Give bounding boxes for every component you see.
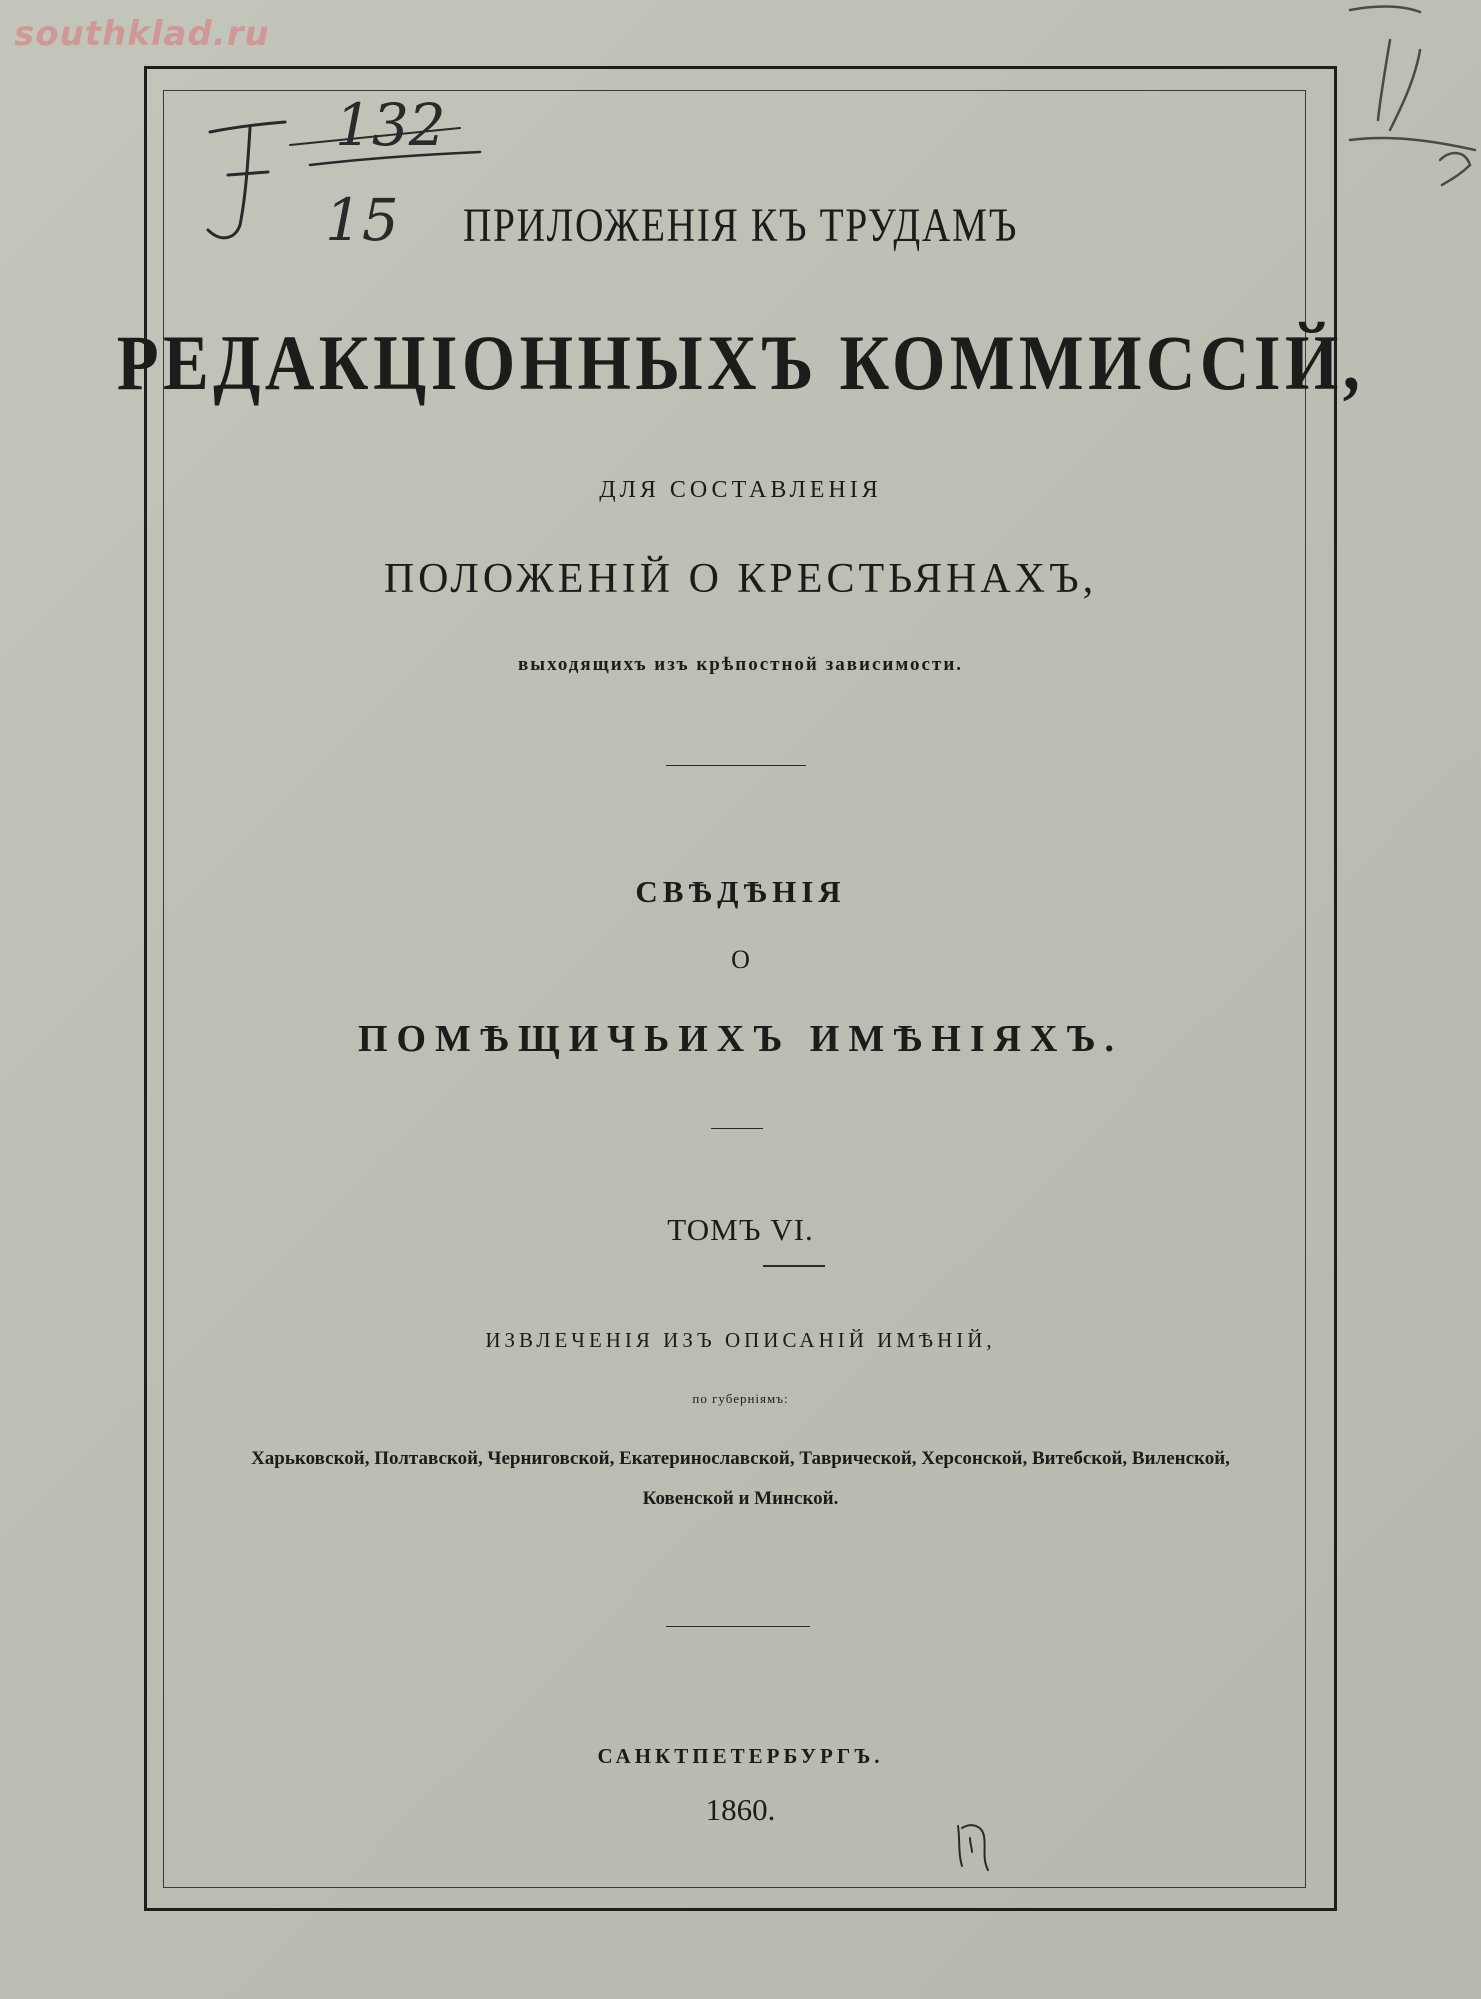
title-line-3: ДЛЯ СОСТАВЛЕНІЯ — [599, 477, 882, 503]
watermark: southklad.ru — [14, 14, 270, 54]
volume-label: ТОМЪ VI. — [667, 1212, 814, 1247]
title-line-1: ПРИЛОЖЕНІЯ КЪ ТРУДАМЪ — [462, 199, 1019, 252]
title-line-5: выходящихъ изъ крѣпостной зависимости. — [517, 654, 964, 675]
by-provinces-label: по губерніямъ: — [692, 1391, 789, 1406]
pencil-mark-bottom — [948, 1818, 998, 1878]
extract-heading: ИЗВЛЕЧЕНІЯ ИЗЪ ОПИСАНІЙ ИМѢНІЙ, — [485, 1328, 996, 1352]
divider-2 — [711, 1128, 763, 1129]
shelfmark-numerator: 132 — [335, 100, 446, 159]
divider-3 — [666, 1626, 810, 1627]
imprint-city: САНКТПЕТЕРБУРГЪ. — [597, 1744, 884, 1768]
corner-pencil-mark — [1330, 0, 1480, 200]
divider-1 — [666, 765, 806, 766]
subtitle-line-2: О — [731, 945, 750, 974]
imprint-year: 1860. — [705, 1792, 776, 1827]
shelfmark-denominator: 15 — [325, 186, 399, 254]
provinces-line-2: Ковенской и Минской. — [642, 1488, 839, 1509]
title-line-4: ПОЛОЖЕНІЙ О КРЕСТЬЯНАХЪ, — [383, 556, 1098, 602]
subtitle-line-3: ПОМѢЩИЧЬИХЪ ИМѢНІЯХЪ. — [357, 1018, 1124, 1060]
title-line-2: РЕДАКЦІОННЫХЪ КОММИССІЙ, — [116, 319, 1365, 406]
provinces-line-1: Харьковской, Полтавской, Черниговской, Екатеринославской, Таврической, Херсонской, Витебской, Виленской, — [251, 1448, 1230, 1469]
volume-underline — [763, 1265, 825, 1267]
subtitle-line-1: СВѢДѢНІЯ — [635, 874, 846, 909]
